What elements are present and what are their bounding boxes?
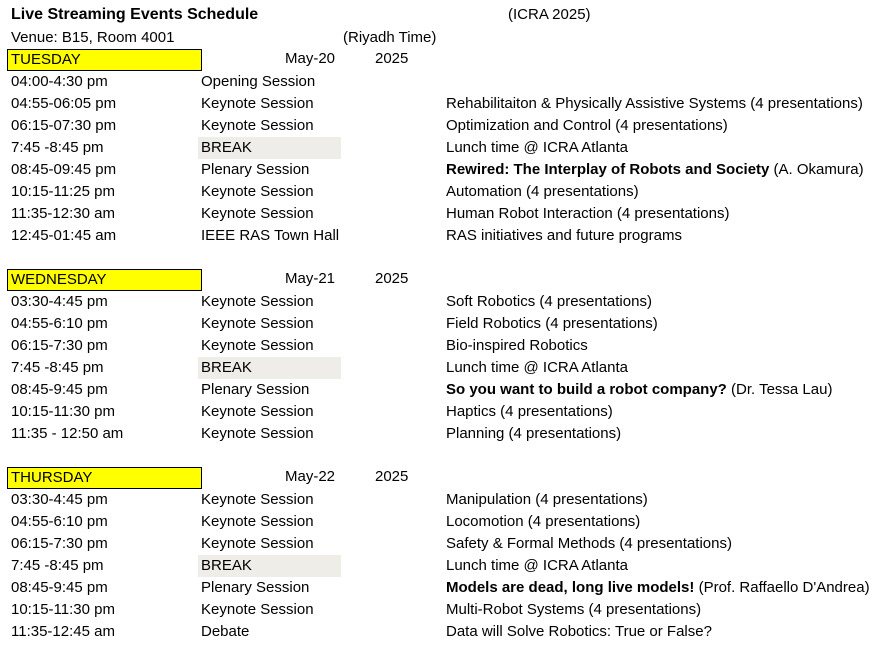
page-title: Live Streaming Events Schedule — [11, 6, 259, 23]
session-description — [446, 137, 628, 159]
session-description — [446, 203, 729, 225]
session-description — [446, 621, 712, 643]
schedule-row — [0, 577, 883, 599]
session-detail: Locomotion (4 presentations) — [446, 513, 641, 530]
session-time: 10:15-11:30 pm — [11, 403, 115, 420]
schedule-row — [0, 379, 883, 401]
session-detail: Lunch time @ ICRA Atlanta — [446, 139, 628, 156]
session-detail: Data will Solve Robotics: True or False? — [446, 623, 712, 640]
session-type: BREAK — [198, 137, 341, 159]
timezone-label: (Riyadh Time) — [343, 29, 437, 46]
session-type: Keynote Session — [201, 117, 314, 134]
session-title-bold: So you want to build a robot company? — [446, 381, 727, 398]
schedule-row — [0, 423, 883, 445]
schedule-row — [0, 599, 883, 621]
session-detail: (Prof. Raffaello D'Andrea) — [694, 579, 870, 596]
day-header: THURSDAY — [7, 467, 202, 489]
session-detail: Lunch time @ ICRA Atlanta — [446, 557, 628, 574]
session-detail: Field Robotics (4 presentations) — [446, 315, 658, 332]
session-time: 08:45-09:45 pm — [11, 161, 117, 178]
session-type: Keynote Session — [201, 535, 314, 552]
session-type: BREAK — [198, 555, 341, 577]
schedule-row — [0, 335, 883, 357]
session-title-bold: Models are dead, long live models! — [446, 579, 695, 596]
session-description — [446, 599, 701, 621]
session-type: Plenary Session — [201, 381, 310, 398]
session-time: 03:30-4:45 pm — [11, 293, 108, 310]
session-detail: Bio-inspired Robotics — [446, 337, 588, 354]
session-detail: Lunch time @ ICRA Atlanta — [446, 359, 628, 376]
session-type: Opening Session — [201, 73, 316, 90]
schedule-row — [0, 401, 883, 423]
session-time: 03:30-4:45 pm — [11, 491, 108, 508]
session-detail: (A. Okamura) — [769, 161, 864, 178]
session-detail: Soft Robotics (4 presentations) — [446, 293, 652, 310]
session-type: Keynote Session — [201, 183, 314, 200]
session-detail: Haptics (4 presentations) — [446, 403, 613, 420]
session-detail: Rehabilitaiton & Physically Assistive Systems (4 presentations) — [446, 95, 863, 112]
session-type: Keynote Session — [201, 403, 314, 420]
schedule-row — [0, 203, 883, 225]
session-description — [446, 379, 832, 401]
session-description — [446, 577, 870, 599]
session-time: 10:15-11:30 pm — [11, 601, 115, 618]
session-description — [446, 313, 658, 335]
session-time: 08:45-9:45 pm — [11, 579, 108, 596]
session-type: Keynote Session — [201, 425, 314, 442]
schedule-row — [0, 93, 883, 115]
day-date: May-22 — [285, 468, 336, 485]
session-time: 7:45 -8:45 pm — [11, 359, 104, 376]
day-date: May-21 — [285, 270, 336, 287]
schedule-row — [0, 181, 883, 203]
schedule-row — [0, 555, 883, 577]
session-time: 11:35-12:30 am — [11, 205, 115, 222]
schedule-row — [0, 225, 883, 247]
session-detail: (Dr. Tessa Lau) — [726, 381, 833, 398]
session-time: 08:45-9:45 pm — [11, 381, 108, 398]
session-description — [446, 93, 863, 115]
day-date: May-20 — [285, 50, 336, 67]
session-type: Keynote Session — [201, 513, 314, 530]
day-year: 2025 — [375, 468, 409, 485]
session-detail: Human Robot Interaction (4 presentations) — [446, 205, 730, 222]
session-type: Plenary Session — [201, 161, 310, 178]
session-description — [446, 115, 728, 137]
session-type: Keynote Session — [201, 315, 314, 332]
session-type: Keynote Session — [201, 337, 314, 354]
session-time: 06:15-7:30 pm — [11, 337, 108, 354]
schedule-row — [0, 71, 883, 93]
day-year: 2025 — [375, 270, 409, 287]
session-type: Keynote Session — [201, 491, 314, 508]
session-time: 04:00-4:30 pm — [11, 73, 108, 90]
session-time: 12:45-01:45 am — [11, 227, 117, 244]
session-type: Keynote Session — [201, 601, 314, 618]
session-detail: Automation (4 presentations) — [446, 183, 639, 200]
session-time: 10:15-11:25 pm — [11, 183, 115, 200]
session-type: Keynote Session — [201, 293, 314, 310]
session-detail: Safety & Formal Methods (4 presentations) — [446, 535, 732, 552]
session-time: 11:35-12:45 am — [11, 623, 115, 640]
session-type: Keynote Session — [201, 95, 314, 112]
session-description — [446, 423, 621, 445]
session-time: 04:55-06:05 pm — [11, 95, 117, 112]
schedule-row — [0, 115, 883, 137]
session-description — [446, 489, 648, 511]
session-description — [446, 159, 864, 181]
schedule-row — [0, 159, 883, 181]
session-description — [446, 533, 732, 555]
session-detail: Multi-Robot Systems (4 presentations) — [446, 601, 702, 618]
session-description — [446, 225, 682, 247]
session-description — [446, 181, 639, 203]
session-type: IEEE RAS Town Hall — [201, 227, 340, 244]
session-description — [446, 555, 628, 577]
schedule-row — [0, 137, 883, 159]
day-header: TUESDAY — [7, 49, 202, 71]
session-detail: RAS initiatives and future programs — [446, 227, 682, 244]
session-detail: Planning (4 presentations) — [446, 425, 622, 442]
day-year: 2025 — [375, 50, 409, 67]
session-description — [446, 401, 613, 423]
session-time: 04:55-6:10 pm — [11, 315, 108, 332]
session-type: BREAK — [198, 357, 341, 379]
schedule-row — [0, 511, 883, 533]
schedule-row — [0, 357, 883, 379]
schedule-row — [0, 489, 883, 511]
session-title-bold: Rewired: The Interplay of Robots and Society — [446, 161, 770, 178]
session-time: 04:55-6:10 pm — [11, 513, 108, 530]
venue-label: Venue: B15, Room 4001 — [11, 29, 175, 46]
session-description — [446, 291, 652, 313]
session-time: 7:45 -8:45 pm — [11, 557, 104, 574]
session-time: 7:45 -8:45 pm — [11, 139, 104, 156]
day-header: WEDNESDAY — [7, 269, 202, 291]
schedule-row — [0, 313, 883, 335]
schedule-row — [0, 291, 883, 313]
session-detail: Optimization and Control (4 presentations) — [446, 117, 728, 134]
session-description — [446, 511, 640, 533]
session-time: 06:15-7:30 pm — [11, 535, 108, 552]
session-description — [446, 357, 628, 379]
session-detail: Manipulation (4 presentations) — [446, 491, 648, 508]
session-time: 06:15-07:30 pm — [11, 117, 117, 134]
session-type: Keynote Session — [201, 205, 314, 222]
schedule-row — [0, 621, 883, 643]
session-type: Debate — [201, 623, 250, 640]
session-description — [446, 335, 588, 357]
session-type: Plenary Session — [201, 579, 310, 596]
schedule-row — [0, 533, 883, 555]
session-time: 11:35 - 12:50 am — [11, 425, 124, 442]
conference-name: (ICRA 2025) — [508, 6, 591, 23]
